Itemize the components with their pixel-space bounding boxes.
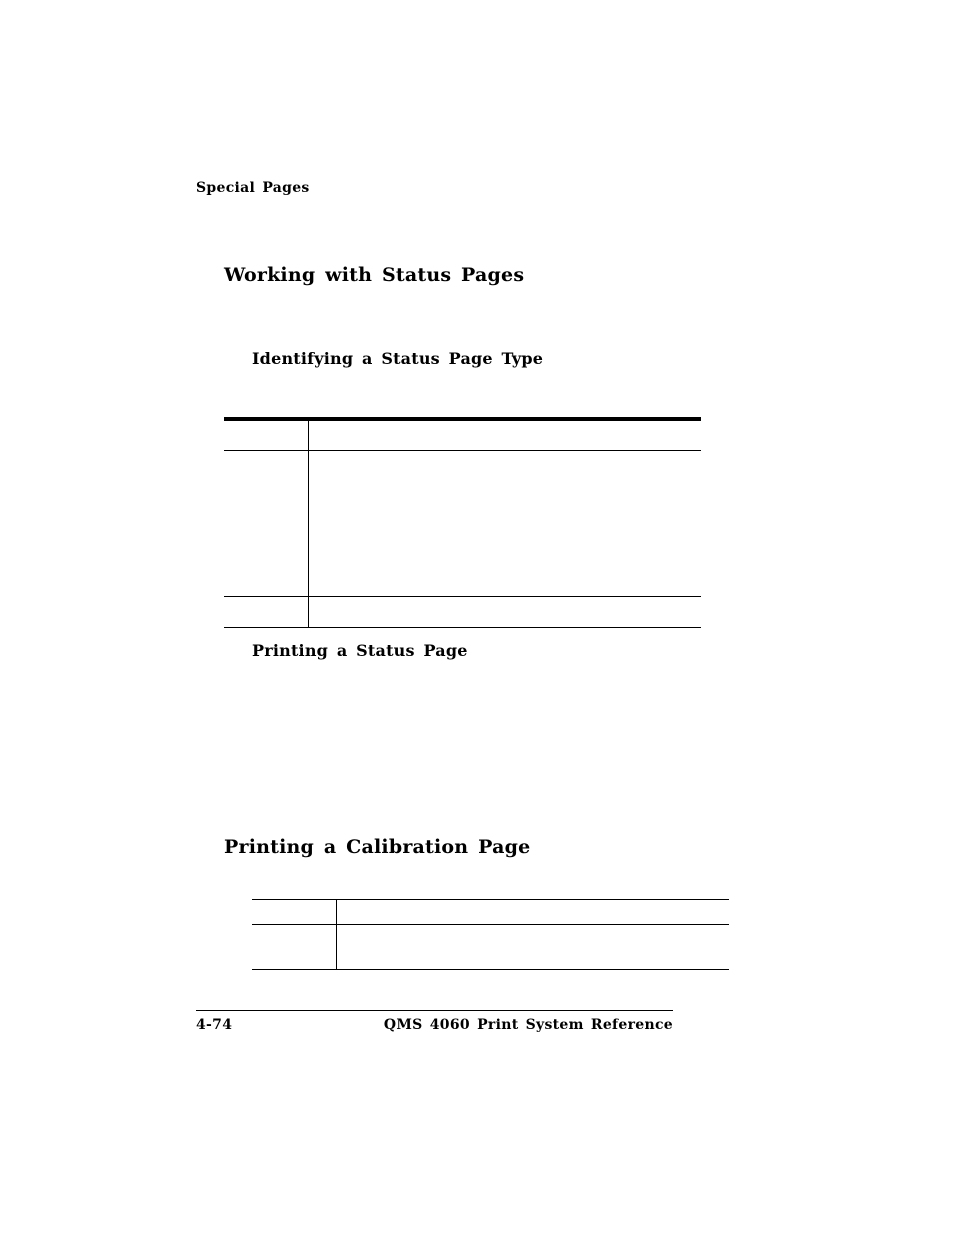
page-number: 4-74 [196, 1017, 233, 1033]
section-heading-status-pages: Working with Status Pages [224, 264, 525, 286]
table-column-divider [308, 421, 309, 627]
section-heading-calibration-page: Printing a Calibration Page [224, 836, 531, 858]
footer-book-title: QMS 4060 Print System Reference [383, 1017, 673, 1033]
subheading-identify-status-page: Identifying a Status Page Type [252, 349, 544, 368]
table-header-rule [224, 450, 701, 451]
table-top-rule [224, 417, 701, 421]
table-top-rule [252, 899, 729, 900]
table-bottom-rule [252, 969, 729, 970]
calibration-table [252, 899, 729, 971]
table-column-divider [336, 899, 337, 970]
footer-rule [196, 1010, 673, 1011]
running-header: Special Pages [196, 180, 310, 196]
subheading-print-status-page: Printing a Status Page [252, 641, 468, 660]
status-page-type-table [224, 417, 701, 628]
table-bottom-rule [224, 627, 701, 628]
table-row-rule [224, 596, 701, 597]
table-header-rule [252, 924, 729, 925]
